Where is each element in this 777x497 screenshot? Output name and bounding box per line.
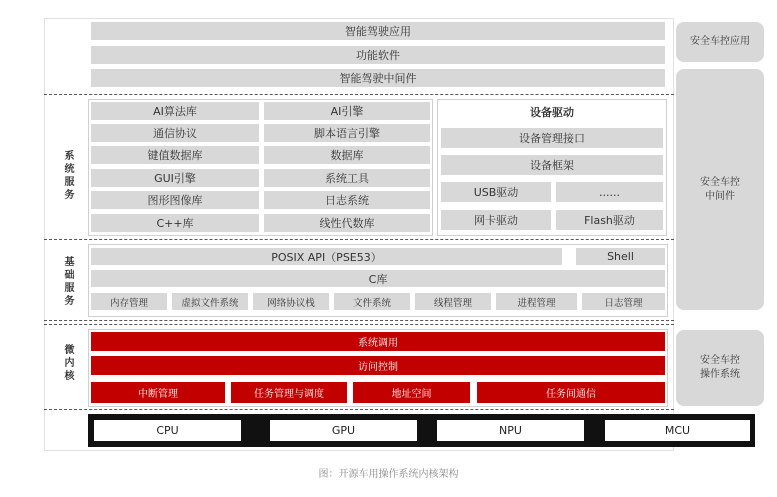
svc-mid-5: 日志系统: [264, 191, 430, 209]
app-row-2: 功能软件: [91, 46, 665, 64]
divider-base-2: [44, 324, 674, 325]
safety-middleware-line-2: 中间件: [705, 190, 735, 202]
svc-left-3: 键值数据库: [91, 146, 259, 164]
interrupt-mgmt: 中断管理: [91, 382, 225, 403]
inter-task-comm: 任务间通信: [477, 382, 665, 403]
device-drivers-title: 设备驱动: [441, 102, 663, 122]
base-item-6: 进程管理: [496, 293, 577, 310]
svc-left-1: AI算法库: [91, 102, 259, 120]
task-scheduling: 任务管理与调度: [231, 382, 347, 403]
access-control: 访问控制: [91, 356, 665, 375]
divider-kernel: [44, 409, 674, 410]
base-item-1: 内存管理: [91, 293, 167, 310]
usb-driver: USB驱动: [441, 182, 551, 202]
app-row-1: 智能驾驶应用: [91, 22, 665, 40]
divider-services: [44, 239, 674, 240]
svc-mid-4: 系统工具: [264, 169, 430, 187]
svc-left-6: C++库: [91, 214, 259, 232]
divider-app: [44, 94, 674, 95]
base-item-3: 网络协议栈: [253, 293, 329, 310]
svc-left-4: GUI引擎: [91, 169, 259, 187]
svc-mid-2: 脚本语言引擎: [264, 124, 430, 142]
svc-mid-6: 线性代数库: [264, 214, 430, 232]
svc-mid-1: AI引擎: [264, 102, 430, 120]
safety-os: [676, 330, 764, 406]
device-framework: 设备框架: [441, 155, 663, 175]
safety-app: 安全车控应用: [676, 22, 764, 62]
c-library: C库: [91, 270, 665, 287]
divider-base: [44, 320, 674, 321]
base-item-7: 日志管理: [582, 293, 665, 310]
hw-cpu: CPU: [94, 420, 241, 441]
label-microkernel: 微内核: [62, 344, 73, 383]
svc-left-5: 图形图像库: [91, 191, 259, 209]
base-item-5: 线程管理: [415, 293, 491, 310]
hw-npu: NPU: [437, 420, 584, 441]
svc-left-2: 通信协议: [91, 124, 259, 142]
system-call: 系统调用: [91, 332, 665, 351]
shell: Shell: [576, 248, 665, 265]
app-row-3: 智能驾驶中间件: [91, 69, 665, 87]
device-mgmt-interface: 设备管理接口: [441, 128, 663, 148]
safety-os-line-2: 操作系统: [700, 369, 740, 380]
posix-api: POSIX API（PSE53）: [91, 248, 562, 265]
base-item-2: 虚拟文件系统: [172, 293, 248, 310]
hw-mcu: MCU: [605, 420, 750, 441]
label-system-services: 系统服务: [62, 150, 73, 202]
flash-driver: Flash驱动: [556, 210, 663, 230]
nic-driver: 网卡驱动: [441, 210, 551, 230]
base-item-4: 文件系统: [334, 293, 410, 310]
safety-middleware-line-1: 安全车控: [700, 176, 740, 188]
safety-middleware: [676, 69, 764, 310]
figure-caption: 图：开源车用操作系统内核架构: [318, 469, 459, 480]
more-drivers: ......: [556, 182, 663, 202]
svc-mid-3: 数据库: [264, 146, 430, 164]
hw-gpu: GPU: [270, 420, 417, 441]
address-space: 地址空间: [353, 382, 470, 403]
label-base-services: 基础服务: [62, 256, 73, 308]
safety-os-line-1: 安全车控: [700, 355, 740, 366]
